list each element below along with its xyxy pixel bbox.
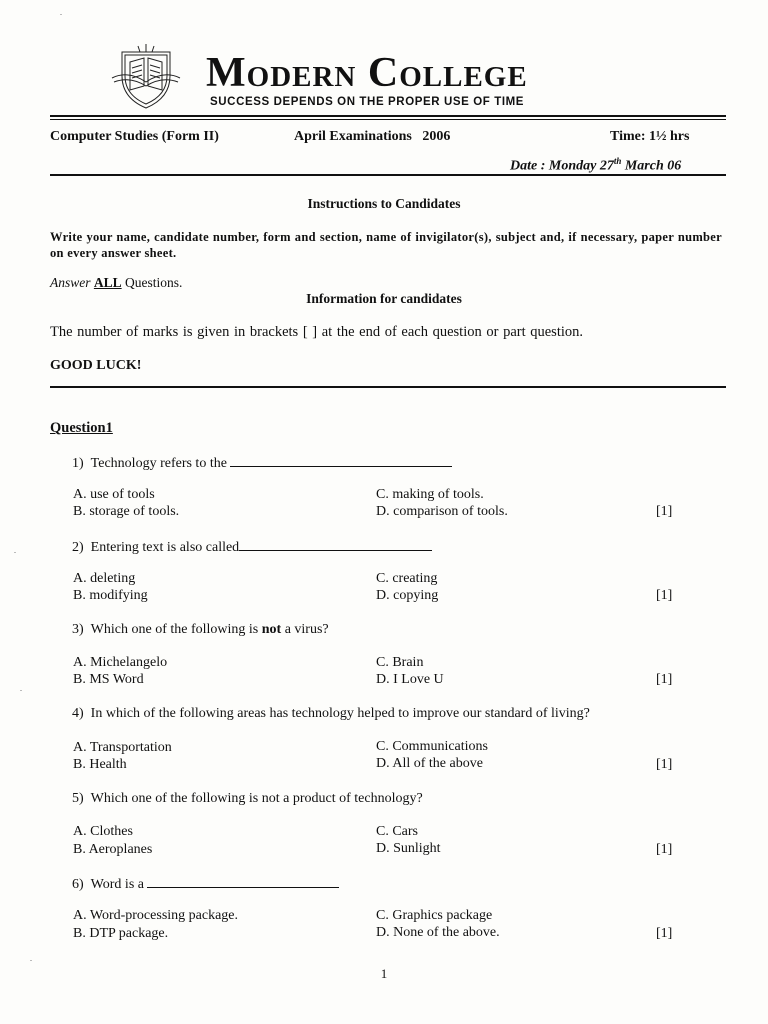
date-suffix: th bbox=[613, 156, 622, 166]
header-rule-top bbox=[50, 115, 726, 117]
answer-all: ALL bbox=[93, 275, 122, 290]
exam-label bbox=[294, 129, 450, 145]
option-d: D. All of the above bbox=[376, 756, 483, 771]
option-d: D. Sunlight bbox=[376, 841, 441, 856]
question-mark: [1] bbox=[656, 757, 673, 772]
option-c: C. making of tools. bbox=[376, 487, 484, 502]
scan-speck bbox=[20, 690, 22, 691]
answer-blank bbox=[239, 538, 432, 551]
question-mark: [1] bbox=[656, 672, 673, 687]
option-a: A. use of tools bbox=[73, 487, 155, 502]
scan-speck bbox=[30, 960, 32, 961]
option-b: B. DTP package. bbox=[73, 926, 169, 941]
question-text: Word is a bbox=[90, 877, 144, 892]
subject-label: Computer Studies (Form II) bbox=[50, 129, 219, 144]
question-6 bbox=[72, 875, 339, 893]
question-number: 3) bbox=[72, 622, 84, 637]
option-a: A. Word-processing package. bbox=[73, 908, 239, 923]
option-b: B. modifying bbox=[73, 588, 148, 603]
exam-duration: Time: 1½ hrs bbox=[610, 129, 690, 144]
question-number: 5) bbox=[72, 791, 84, 806]
option-d: D. copying bbox=[376, 588, 439, 603]
header-rule-bottom bbox=[50, 119, 726, 120]
option-c: C. Graphics package bbox=[376, 908, 493, 923]
exam-year: 2006 bbox=[422, 129, 451, 144]
option-d: D. None of the above. bbox=[376, 925, 500, 940]
option-c: C. creating bbox=[376, 571, 438, 586]
instructions-text: Write your name, candidate number, form and section, name of invigilator(s), subject and, if necessary, paper number on every answer sheet. bbox=[50, 230, 722, 260]
option-b: B. storage of tools. bbox=[73, 504, 180, 519]
question-3 bbox=[72, 622, 329, 638]
answer-suffix: Questions. bbox=[125, 275, 183, 290]
question-5 bbox=[72, 791, 423, 807]
option-d: D. I Love U bbox=[376, 672, 444, 687]
option-d: D. comparison of tools. bbox=[376, 504, 508, 519]
information-text: The number of marks is given in brackets [ ] at the end of each question or part question. bbox=[50, 324, 583, 340]
option-a: A. Transportation bbox=[73, 740, 172, 755]
option-c: C. Brain bbox=[376, 655, 424, 670]
option-a: A. deleting bbox=[73, 571, 136, 586]
scan-speck bbox=[60, 14, 62, 15]
question-text-before: Which one of the following is bbox=[90, 622, 259, 637]
date-rule bbox=[50, 174, 726, 176]
answer-instruction bbox=[50, 275, 182, 291]
option-b: B. Health bbox=[73, 757, 127, 772]
question-mark: [1] bbox=[656, 504, 673, 519]
question-number: 4) bbox=[72, 706, 84, 721]
instructions-heading: Instructions to Candidates bbox=[307, 196, 461, 211]
answer-blank bbox=[147, 875, 339, 888]
college-name: Modern College bbox=[206, 50, 528, 96]
question-text: Entering text is also called bbox=[90, 540, 240, 555]
college-crest-logo bbox=[108, 42, 184, 110]
question-4 bbox=[72, 706, 590, 722]
question-mark: [1] bbox=[656, 842, 673, 857]
page-number: 1 bbox=[380, 966, 388, 981]
college-motto: SUCCESS DEPENDS ON THE PROPER USE OF TIME bbox=[210, 96, 525, 108]
question-number: 6) bbox=[72, 877, 84, 892]
option-a: A. Michelangelo bbox=[73, 655, 168, 670]
question-text: In which of the following areas has technology helped to improve our standard of living? bbox=[90, 706, 590, 721]
question-text: Technology refers to the bbox=[90, 456, 227, 471]
question-1 bbox=[72, 454, 452, 472]
answer-prefix: Answer bbox=[50, 275, 91, 290]
answer-blank bbox=[230, 454, 452, 467]
date-rest: March 06 bbox=[624, 158, 682, 174]
question-mark: [1] bbox=[656, 588, 673, 603]
question-section-title: Question1 bbox=[50, 420, 113, 436]
information-heading: Information for candidates bbox=[306, 291, 462, 306]
option-b: B. Aeroplanes bbox=[73, 842, 153, 857]
question-number: 2) bbox=[72, 540, 84, 555]
question-text: Which one of the following is not a product of technology? bbox=[90, 791, 423, 806]
option-c: C. Communications bbox=[376, 739, 488, 754]
exam-name: April Examinations bbox=[294, 129, 412, 144]
scan-speck bbox=[14, 552, 16, 553]
question-2 bbox=[72, 538, 432, 556]
question-mark: [1] bbox=[656, 926, 673, 941]
option-b: B. MS Word bbox=[73, 672, 144, 687]
exam-date bbox=[510, 156, 681, 175]
question-text-bold: not bbox=[261, 622, 282, 637]
question-text-after: a virus? bbox=[284, 622, 329, 637]
good-luck: GOOD LUCK! bbox=[50, 358, 142, 373]
date-label: Date : bbox=[510, 158, 546, 174]
option-c: C. Cars bbox=[376, 824, 418, 839]
option-a: A. Clothes bbox=[73, 824, 133, 839]
question-number: 1) bbox=[72, 456, 84, 471]
section-rule bbox=[50, 386, 726, 388]
date-value: Monday 27 bbox=[548, 158, 614, 174]
